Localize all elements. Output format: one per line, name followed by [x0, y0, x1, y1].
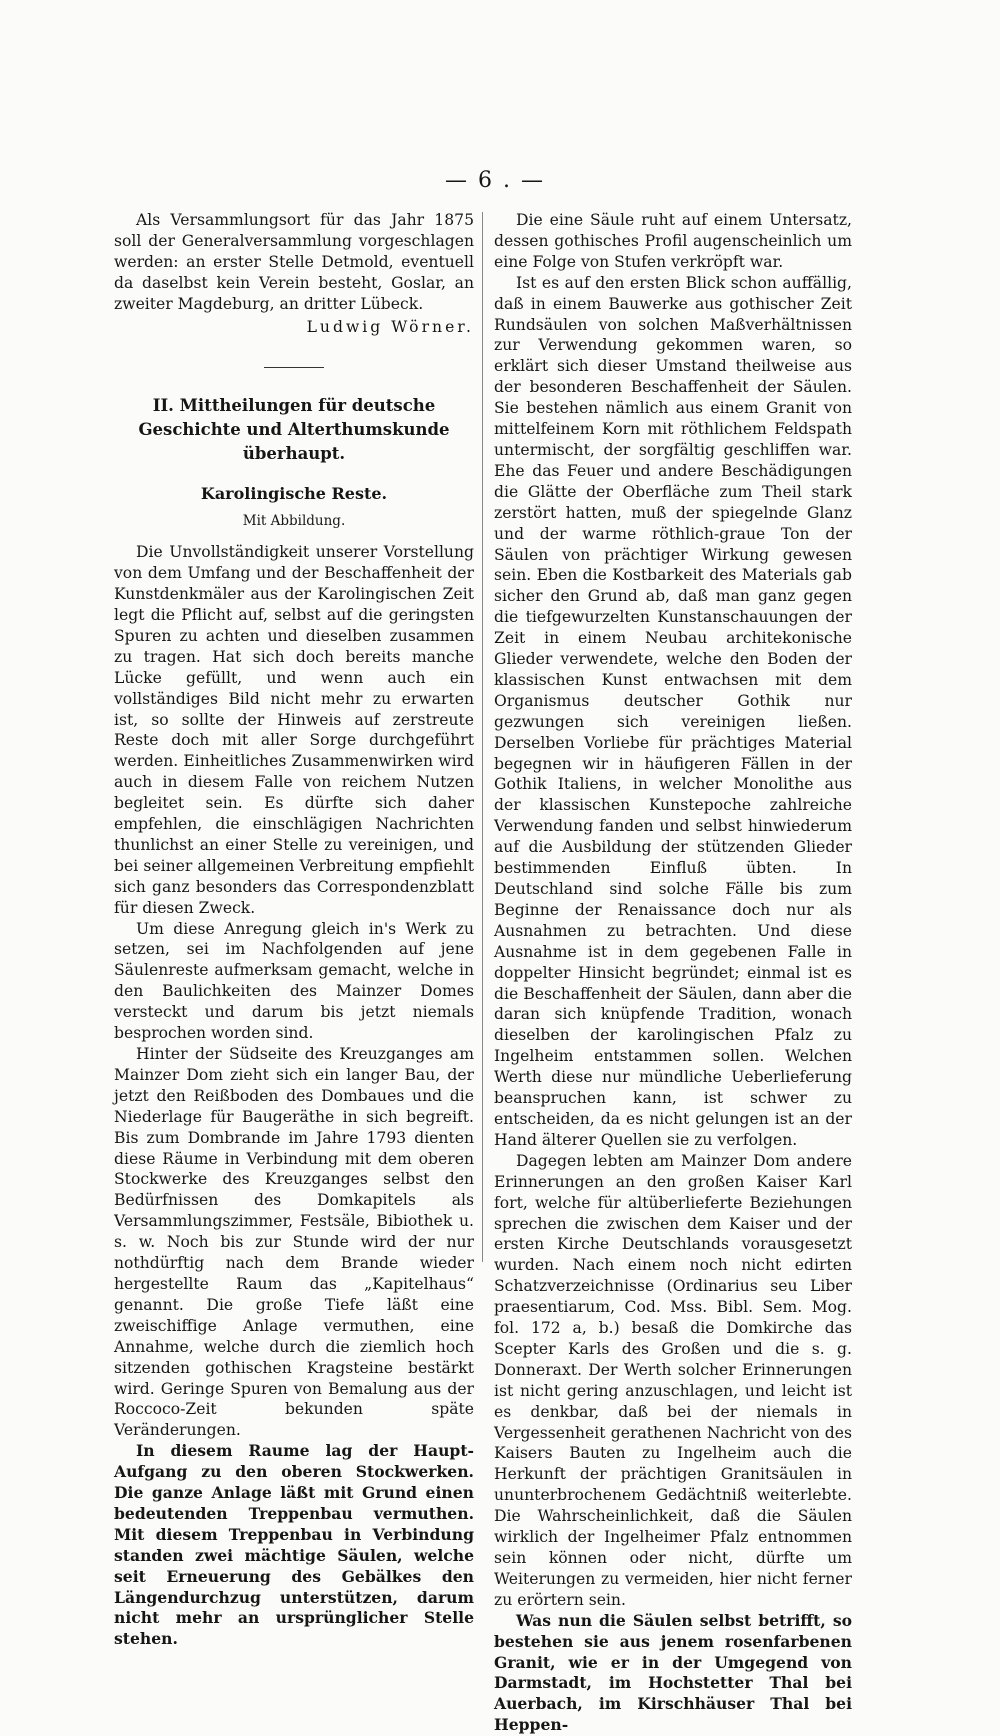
illustration-note: Mit Abbildung.	[242, 513, 346, 530]
section-divider	[264, 367, 324, 368]
paragraph: Ist es auf den ersten Blick schon auffällig, daß in einem Bauwerke aus gothischer Zeit Rundsäulen von solchen Maßverhältnissen zur Verwendung gekommen waren, so erklärt sich dieser Umstand theilweise aus der besonderen Beschaffenheit der Säulen. Sie bestehen nämlich aus einem Granit von mittelfeinem Korn mit röthlichem Feldspath untermischt, der sorgfältig geschliffen war. Ehe das Feuer und andere Beschädigungen die Glätte der Oberfläche zum Theil stark zerstört hatten, muß der spiegelnde Glanz und der warme röthlich-graue Ton der Säulen von prächtiger Wirkung gewesen sein. Eben die Kostbarkeit des Materials gab sicher den Grund ab, daß man ganz gegen die tiefgewurzelten Kunstanschauungen der Zeit in einem Neubau architekonische Glieder verwendete, welche den Boden der klassischen Kunst entwachsen mit dem Organismus deutscher Gothik nur gezwungen sich vereinigen ließen. Derselben Vorliebe für prächtiges Material begegnen wir in häufigeren Fällen in der Gothik Italiens, in welcher Monolithe aus der klassischen Kunstepoche zahlreiche Verwendung fanden und selbst hinwiederum auf die Ausbildung der stützenden Glieder bestimmenden Einfluß übten. In Deutschland sind solche Fälle bis zum Beginne der Renaissance doch nur als Ausnahmen zu betrachten. Und diese Ausnahme ist in dem gegebenen Falle in doppelter Hinsicht begründet; einmal ist es die Beschaffenheit der Säulen, dann aber die daran sich knüpfende Tradition, wonach dieselben der karolingischen Pfalz zu Ingelheim entstammen sollen. Welchen Werth diese nur mündliche Ueberlieferung beanspruchen kann, ist schwer zu entscheiden, da es nicht gelungen ist an der Hand älterer Quellen sie zu verfolgen.	[494, 273, 852, 1149]
paragraph: Hinter der Südseite des Kreuzganges am Mainzer Dom zieht sich ein langer Bau, der jetzt den Reißboden des Dombaues und die Niederlage für Baugeräthe in sich begreift. Bis zum Dombrande im Jahre 1793 dienten diese Räume in Verbindung mit dem oberen Stockwerke des Kreuzganges selbst den Bedürfnissen des Domkapitels als Versammlungszimmer, Festsäle, Bibiothek u. s. w. Noch bis zur Stunde wird der nur nothdürftig nach dem Brande wieder hergestellte Raum das „Kapitelhaus“ genannt. Die große Tiefe läßt eine zweischiffige Anlage vermuthen, eine Annahme, welche durch die ziemlich hoch sitzenden gothischen Kragsteine bestärkt wird. Geringe Spuren von Bemalung aus der Roccoco-Zeit bekunden späte Veränderungen.	[114, 1045, 474, 1440]
article-title: Karolingische Reste.	[200, 484, 388, 504]
paragraph: In diesem Raume lag der Haupt-Aufgang zu den oberen Stockwerken. Die ganze Anlage läßt mit Grund einen bedeutenden Treppenbau vermuthen. Mit diesem Treppenbau in Verbindung standen zwei mächtige Säulen, welche seit Erneuerung des Gebälkes den Längendurchzug unterstützen, darum nicht mehr an ursprünglicher Stelle stehen.	[114, 1441, 474, 1649]
paragraph: Die Unvollständigkeit unserer Vorstellung von dem Umfang und der Beschaffenheit der Kunstdenkmäler aus der Karolingischen Zeit legt die Pflicht auf, selbst auf die geringsten Spuren zu achten und dieselben zusammen zu tragen. Hat sich doch bereits manche Lücke gefüllt, und wenn auch ein vollständiges Bild nicht mehr zu erwarten ist, so sollte der Hinweis auf zerstreute Reste doch mit aller Sorge durchgeführt werden. Einheitliches Zusammenwirken wird auch in diesem Falle von reichem Nutzen begleitet sein. Es dürfte sich daher empfehlen, die einschlägigen Nachrichten thunlichst an einer Stelle zu vereinigen, und bei seiner allgemeinen Verbreitung empfiehlt sich ganz besonders das Correspondenzblatt für diesen Zweck.	[114, 543, 474, 917]
signature: Ludwig Wörner.	[306, 317, 474, 336]
meeting-place-paragraph: Als Versammlungsort für das Jahr 1875 soll der Generalversammlung vorgeschlagen werden: an erster Stelle Detmold, eventuell da daselbst kein Verein besteht, Goslar, an zweiter Magdeburg, an dritter Lübeck.	[114, 211, 474, 313]
left-column	[114, 210, 474, 1650]
paragraph: Was nun die Säulen selbst betrifft, so bestehen sie aus jenem rosenfarbenen Granit, wie er in der Umgegend von Darmstadt, im Hochstetter Thal bei Auerbach, im Kirschhäuser Thal bei Heppen-	[494, 1610, 852, 1735]
page-number: — 6 . —	[445, 168, 545, 193]
section-title: II. Mittheilungen für deutsche Geschichte und Alterthumskunde überhaupt.	[138, 396, 450, 464]
right-column	[494, 210, 852, 1736]
paragraph: Die eine Säule ruht auf einem Untersatz, dessen gothisches Profil augenscheinlich um eine Folge von Stufen verkröpft war.	[494, 211, 852, 271]
paragraph: Dagegen lebten am Mainzer Dom andere Erinnerungen an den großen Kaiser Karl fort, welche für altüberlieferte Beziehungen sprechen die zwischen dem Kaiser und der ersten Kirche Deutschlands vorausgesetzt wurden. Nach einem noch nicht edirten Schatzverzeichnisse (Ordinarius seu Liber praesentiarum, Cod. Mss. Bibl. Sem. Mog. fol. 172 a, b.) besaß die Domkirche das Scepter Karls des Großen und die s. g. Donneraxt. Der Werth solcher Erinnerungen ist nicht gering anzuschlagen, und leicht ist es denkbar, daß bei der niemals in Vergessenheit gerathenen Nachricht von des Kaisers Bauten zu Ingelheim auch die Herkunft der prächtigen Granitsäulen in ununterbrochenem Gedächtniß weiterlebte. Die Wahrscheinlichkeit, daß die Säulen wirklich der Ingelheimer Pfalz entnommen sein können oder nicht, dürfte um Weiterungen zu vermeiden, hier nicht ferner zu erörtern sein.	[494, 1151, 852, 1609]
column-rule	[482, 212, 483, 1262]
paragraph: Um diese Anregung gleich in's Werk zu setzen, sei im Nachfolgenden auf jene Säulenreste aufmerksam gemacht, welche in den Baulichkeiten des Mainzer Domes versteckt und darum bis jetzt niemals besprochen worden sind.	[114, 919, 474, 1043]
